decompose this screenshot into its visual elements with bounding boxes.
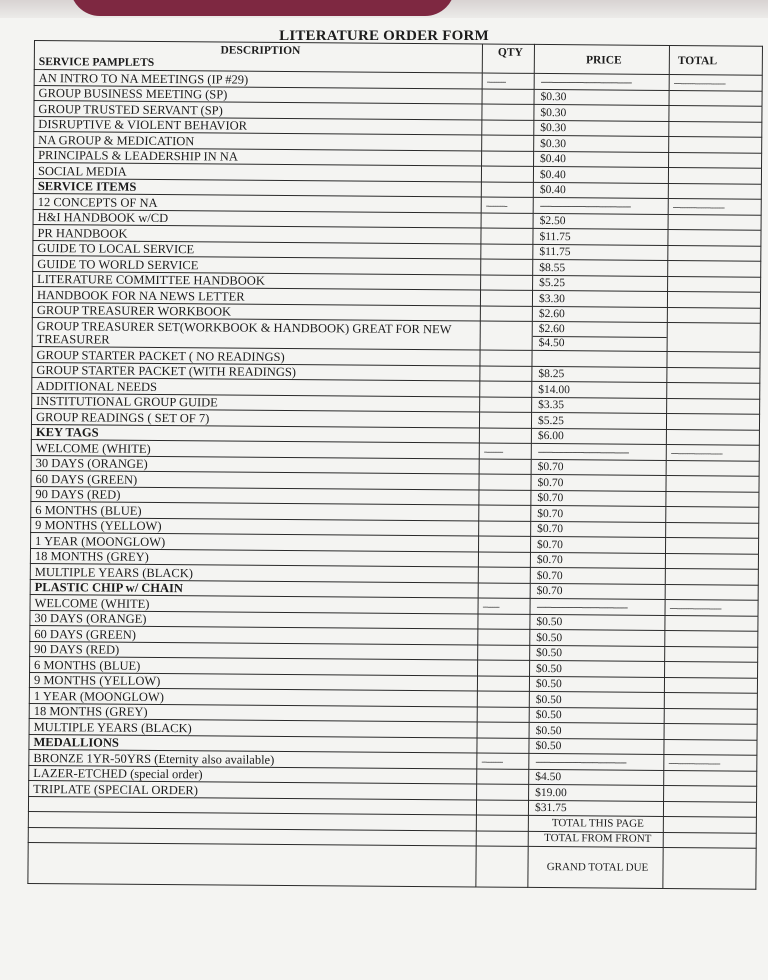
price-cell: $0.40 xyxy=(534,151,669,168)
qty-cell[interactable] xyxy=(477,722,529,738)
qty-cell[interactable] xyxy=(482,120,534,136)
item-description: 90 DAYS (RED) xyxy=(31,486,479,505)
total-cell[interactable] xyxy=(664,723,757,739)
qty-cell[interactable] xyxy=(481,166,533,182)
total-cell[interactable] xyxy=(667,367,760,383)
item-description: GROUP READINGS ( SET OF 7) xyxy=(31,408,479,427)
price-cell: $0.50 xyxy=(530,645,665,662)
description-header xyxy=(34,41,482,74)
qty-cell[interactable] xyxy=(478,567,530,583)
qty-cell[interactable] xyxy=(480,366,532,382)
item-description: BRONZE 1YR-50YRS (Eternity also available) xyxy=(29,749,477,768)
item-description: 6 MONTHS (BLUE) xyxy=(31,501,479,520)
item-description: SOCIAL MEDIA xyxy=(33,163,481,182)
qty-cell[interactable] xyxy=(479,490,531,506)
item-description: 6 MONTHS (BLUE) xyxy=(30,656,478,675)
section-header-service-pamplets: SERVICE PAMPLETS xyxy=(38,56,155,69)
total-cell[interactable] xyxy=(666,491,759,507)
price-cell: $2.50 xyxy=(533,213,668,230)
total-cell[interactable] xyxy=(668,183,761,199)
price-cell: $0.50 xyxy=(529,676,664,693)
price-cell: $0.70 xyxy=(531,474,666,491)
qty-cell[interactable] xyxy=(480,381,532,397)
price-value: $4.50 xyxy=(538,336,565,350)
price-cell: $14.00 xyxy=(532,381,667,398)
totals-label: TOTAL THIS PAGE xyxy=(528,815,663,832)
qty-cell[interactable] xyxy=(479,505,531,521)
item-description: 60 DAYS (GREEN) xyxy=(31,470,479,489)
qty-cell[interactable]: --------- xyxy=(481,197,533,213)
totals-row xyxy=(28,842,756,889)
price-cell: -------------------------------- xyxy=(530,598,665,615)
totals-amount-cell[interactable] xyxy=(663,832,756,848)
qty-cell[interactable] xyxy=(481,244,533,260)
price-value: $2.60 xyxy=(533,323,667,338)
price-cell: $0.30 xyxy=(534,89,669,106)
total-cell[interactable] xyxy=(665,630,758,646)
totals-blank xyxy=(476,846,528,887)
totals-amount-cell[interactable] xyxy=(663,847,756,889)
order-rows xyxy=(28,70,762,818)
item-description: GROUP STARTER PACKET ( NO READINGS) xyxy=(32,346,480,365)
price-cell: $0.50 xyxy=(529,722,664,739)
price-cell: $11.75 xyxy=(533,228,668,245)
price-cell: $0.50 xyxy=(529,707,664,724)
description-header-label: DESCRIPTION xyxy=(220,44,301,58)
total-cell[interactable] xyxy=(665,568,758,584)
item-description: HANDBOOK FOR NA NEWS LETTER xyxy=(32,286,480,305)
qty-cell[interactable] xyxy=(480,306,532,322)
total-cell[interactable] xyxy=(667,307,760,323)
total-cell[interactable]: ---------------------- xyxy=(665,599,758,615)
price-cell: $11.75 xyxy=(533,244,668,261)
total-cell[interactable] xyxy=(665,615,758,631)
item-description: 30 DAYS (ORANGE) xyxy=(31,455,479,474)
item-description: LAZER-ETCHED (special order) xyxy=(29,765,477,784)
qty-cell[interactable] xyxy=(478,660,530,676)
qty-cell[interactable] xyxy=(479,474,531,490)
qty-cell[interactable] xyxy=(478,645,530,661)
qty-cell[interactable] xyxy=(481,259,533,275)
total-cell[interactable] xyxy=(666,506,759,522)
price-cell: $19.00 xyxy=(529,784,664,801)
price-cell: $0.70 xyxy=(530,583,665,600)
item-description: GROUP TRUSTED SERVANT (SP) xyxy=(34,101,482,120)
price-cell: $31.75 xyxy=(528,800,663,817)
total-cell[interactable] xyxy=(666,429,759,445)
qty-cell[interactable] xyxy=(478,614,530,630)
total-cell[interactable]: ---------------------- xyxy=(669,74,762,90)
total-cell[interactable] xyxy=(667,291,760,307)
price-cell: $0.50 xyxy=(529,691,664,708)
price-cell: $0.70 xyxy=(531,505,666,522)
item-description: H&I HANDBOOK w/CD xyxy=(33,209,481,228)
price-cell xyxy=(532,350,667,367)
total-cell[interactable] xyxy=(666,460,759,476)
qty-cell[interactable] xyxy=(478,552,530,568)
total-cell[interactable] xyxy=(669,152,762,168)
qty-cell[interactable] xyxy=(481,228,533,244)
item-description: NA GROUP & MEDICATION xyxy=(34,132,482,151)
qty-cell[interactable] xyxy=(480,397,532,413)
qty-cell[interactable]: --------- xyxy=(477,753,529,769)
price-header: PRICE xyxy=(534,44,669,74)
total-cell[interactable] xyxy=(668,229,761,245)
total-cell[interactable]: ---------------------- xyxy=(666,444,759,460)
qty-cell[interactable] xyxy=(477,691,529,707)
price-cell: $2.60 xyxy=(532,306,667,323)
item-description: MULTIPLE YEARS (BLACK) xyxy=(30,563,478,582)
total-cell[interactable] xyxy=(667,322,760,352)
price-cell: $0.40 xyxy=(533,166,668,183)
qty-cell[interactable] xyxy=(478,629,530,645)
item-description: 12 CONCEPTS OF NA xyxy=(33,193,481,212)
section-title: KEY TAGS xyxy=(31,424,479,443)
item-description: 18 MONTHS (GREY) xyxy=(30,548,478,567)
item-description: GROUP BUSINESS MEETING (SP) xyxy=(34,85,482,104)
total-header: TOTAL xyxy=(669,45,762,75)
price-cell: $0.70 xyxy=(530,552,665,569)
item-description: GROUP STARTER PACKET (WITH READINGS) xyxy=(32,362,480,381)
qty-cell[interactable] xyxy=(482,151,534,167)
qty-cell[interactable] xyxy=(481,182,533,198)
total-cell[interactable] xyxy=(668,276,761,292)
binder-tab xyxy=(70,0,455,16)
item-description: INSTITUTIONAL GROUP GUIDE xyxy=(32,393,480,412)
item-description: GROUP TREASURER WORKBOOK xyxy=(32,302,480,321)
total-cell[interactable] xyxy=(665,553,758,569)
price-cell: $8.25 xyxy=(532,366,667,383)
qty-cell[interactable] xyxy=(480,290,532,306)
totals-section xyxy=(28,811,757,889)
item-description: 1 YEAR (MOONGLOW) xyxy=(29,687,477,706)
item-description: WELCOME (WHITE) xyxy=(30,594,478,613)
price-cell: $0.30 xyxy=(534,104,669,121)
price-cell: $0.50 xyxy=(529,738,664,755)
qty-cell[interactable]: ------- xyxy=(478,598,530,614)
qty-cell[interactable] xyxy=(478,583,530,599)
total-cell[interactable] xyxy=(666,522,759,538)
total-cell[interactable] xyxy=(664,785,757,801)
total-cell[interactable] xyxy=(666,413,759,429)
item-description: 30 DAYS (ORANGE) xyxy=(30,610,478,629)
qty-header: QTY xyxy=(482,44,534,73)
form-title: LITERATURE ORDER FORM xyxy=(279,28,489,44)
item-description: GUIDE TO LOCAL SERVICE xyxy=(33,240,481,259)
order-form xyxy=(27,40,762,890)
qty-cell[interactable] xyxy=(480,350,532,366)
price-cell: -------------------------------- xyxy=(529,753,664,770)
price-cell: $0.30 xyxy=(534,135,669,152)
item-description: LITERATURE COMMITTEE HANDBOOK xyxy=(33,271,481,290)
totals-blank xyxy=(28,842,476,887)
price-cell: $0.70 xyxy=(531,521,666,538)
item-description: 1 YEAR (MOONGLOW) xyxy=(31,532,479,551)
price-cell: $0.50 xyxy=(530,614,665,631)
total-cell[interactable] xyxy=(666,475,759,491)
item-description: 60 DAYS (GREEN) xyxy=(30,625,478,644)
qty-cell[interactable] xyxy=(479,459,531,475)
price-cell: $5.25 xyxy=(531,412,666,429)
price-cell: $0.50 xyxy=(530,660,665,677)
totals-label: TOTAL FROM FRONT xyxy=(528,831,663,848)
price-cell xyxy=(532,321,667,351)
total-cell[interactable] xyxy=(663,801,756,817)
item-description: PR HANDBOOK xyxy=(33,224,481,243)
totals-label: GRAND TOTAL DUE xyxy=(528,846,663,888)
qty-cell[interactable] xyxy=(477,769,529,785)
total-cell[interactable] xyxy=(665,646,758,662)
item-description: AN INTRO TO NA MEETINGS (IP #29) xyxy=(34,70,482,89)
qty-cell[interactable] xyxy=(482,135,534,151)
price-cell: -------------------------------- xyxy=(534,73,669,90)
item-description: ADDITIONAL NEEDS xyxy=(32,377,480,396)
item-description: PRINCIPALS & LEADERSHIP IN NA xyxy=(34,147,482,166)
item-description: 9 MONTHS (YELLOW) xyxy=(29,672,477,691)
total-cell[interactable] xyxy=(669,105,762,121)
total-cell[interactable] xyxy=(668,260,761,276)
qty-cell[interactable] xyxy=(479,428,531,444)
order-table xyxy=(27,40,763,890)
item-description: TRIPLATE (SPECIAL ORDER) xyxy=(29,780,477,799)
item-description: DISRUPTIVE & VIOLENT BEHAVIOR xyxy=(34,116,482,135)
item-description: GUIDE TO WORLD SERVICE xyxy=(33,255,481,274)
price-cell: -------------------------------- xyxy=(533,197,668,214)
qty-cell[interactable] xyxy=(477,784,529,800)
section-title: SERVICE ITEMS xyxy=(33,178,481,197)
total-cell[interactable]: ---------------------- xyxy=(664,754,757,770)
total-cell[interactable] xyxy=(669,136,762,152)
qty-cell[interactable] xyxy=(477,738,529,754)
total-cell[interactable] xyxy=(665,584,758,600)
item-description: 18 MONTHS (GREY) xyxy=(29,703,477,722)
total-cell[interactable] xyxy=(667,382,760,398)
total-cell[interactable] xyxy=(664,708,757,724)
qty-cell[interactable]: -------- xyxy=(479,443,531,459)
qty-cell[interactable] xyxy=(478,536,530,552)
totals-blank xyxy=(476,815,528,831)
total-cell[interactable] xyxy=(665,661,758,677)
qty-cell[interactable] xyxy=(482,104,534,120)
qty-cell[interactable] xyxy=(479,521,531,537)
price-cell: $0.40 xyxy=(533,182,668,199)
total-cell[interactable] xyxy=(668,214,761,230)
qty-cell[interactable]: -------- xyxy=(482,73,534,89)
total-cell[interactable] xyxy=(665,537,758,553)
qty-cell[interactable] xyxy=(481,275,533,291)
qty-cell[interactable] xyxy=(482,89,534,105)
price-cell: $0.50 xyxy=(530,629,665,646)
qty-cell[interactable] xyxy=(479,412,531,428)
total-cell[interactable] xyxy=(664,739,757,755)
total-cell[interactable] xyxy=(664,770,757,786)
price-cell: $0.30 xyxy=(534,120,669,137)
price-cell: $4.50 xyxy=(529,769,664,786)
price-cell: $0.70 xyxy=(530,536,665,553)
qty-cell[interactable] xyxy=(480,321,532,350)
qty-cell[interactable] xyxy=(476,799,528,815)
price-cell: $6.00 xyxy=(531,428,666,445)
total-cell[interactable] xyxy=(669,90,762,106)
total-cell[interactable] xyxy=(668,167,761,183)
total-cell[interactable] xyxy=(668,245,761,261)
price-cell: $0.70 xyxy=(530,567,665,584)
item-description: WELCOME (WHITE) xyxy=(31,439,479,458)
total-cell[interactable]: ---------------------- xyxy=(668,198,761,214)
totals-amount-cell[interactable] xyxy=(663,816,756,832)
qty-cell[interactable] xyxy=(477,707,529,723)
price-cell: -------------------------------- xyxy=(531,443,666,460)
total-cell[interactable] xyxy=(664,677,757,693)
section-title: MEDALLIONS xyxy=(29,734,477,753)
price-cell: $0.70 xyxy=(531,459,666,476)
totals-blank xyxy=(476,830,528,846)
item-description: MULTIPLE YEARS (BLACK) xyxy=(29,718,477,737)
item-description: 90 DAYS (RED) xyxy=(30,641,478,660)
price-cell: $0.70 xyxy=(531,490,666,507)
total-cell[interactable] xyxy=(667,398,760,414)
section-title: PLASTIC CHIP w/ CHAIN xyxy=(30,579,478,598)
qty-cell[interactable] xyxy=(481,213,533,229)
price-cell: $3.35 xyxy=(532,397,667,414)
price-cell: $8.55 xyxy=(533,259,668,276)
total-cell[interactable] xyxy=(669,121,762,137)
item-description: GROUP TREASURER SET(WORKBOOK & HANDBOOK) GREAT FOR NEW TREASURER xyxy=(32,317,480,350)
total-cell[interactable] xyxy=(664,692,757,708)
total-cell[interactable] xyxy=(667,351,760,367)
item-description: 9 MONTHS (YELLOW) xyxy=(31,517,479,536)
qty-cell[interactable] xyxy=(477,676,529,692)
price-cell: $3.30 xyxy=(532,290,667,307)
price-cell: $5.25 xyxy=(533,275,668,292)
